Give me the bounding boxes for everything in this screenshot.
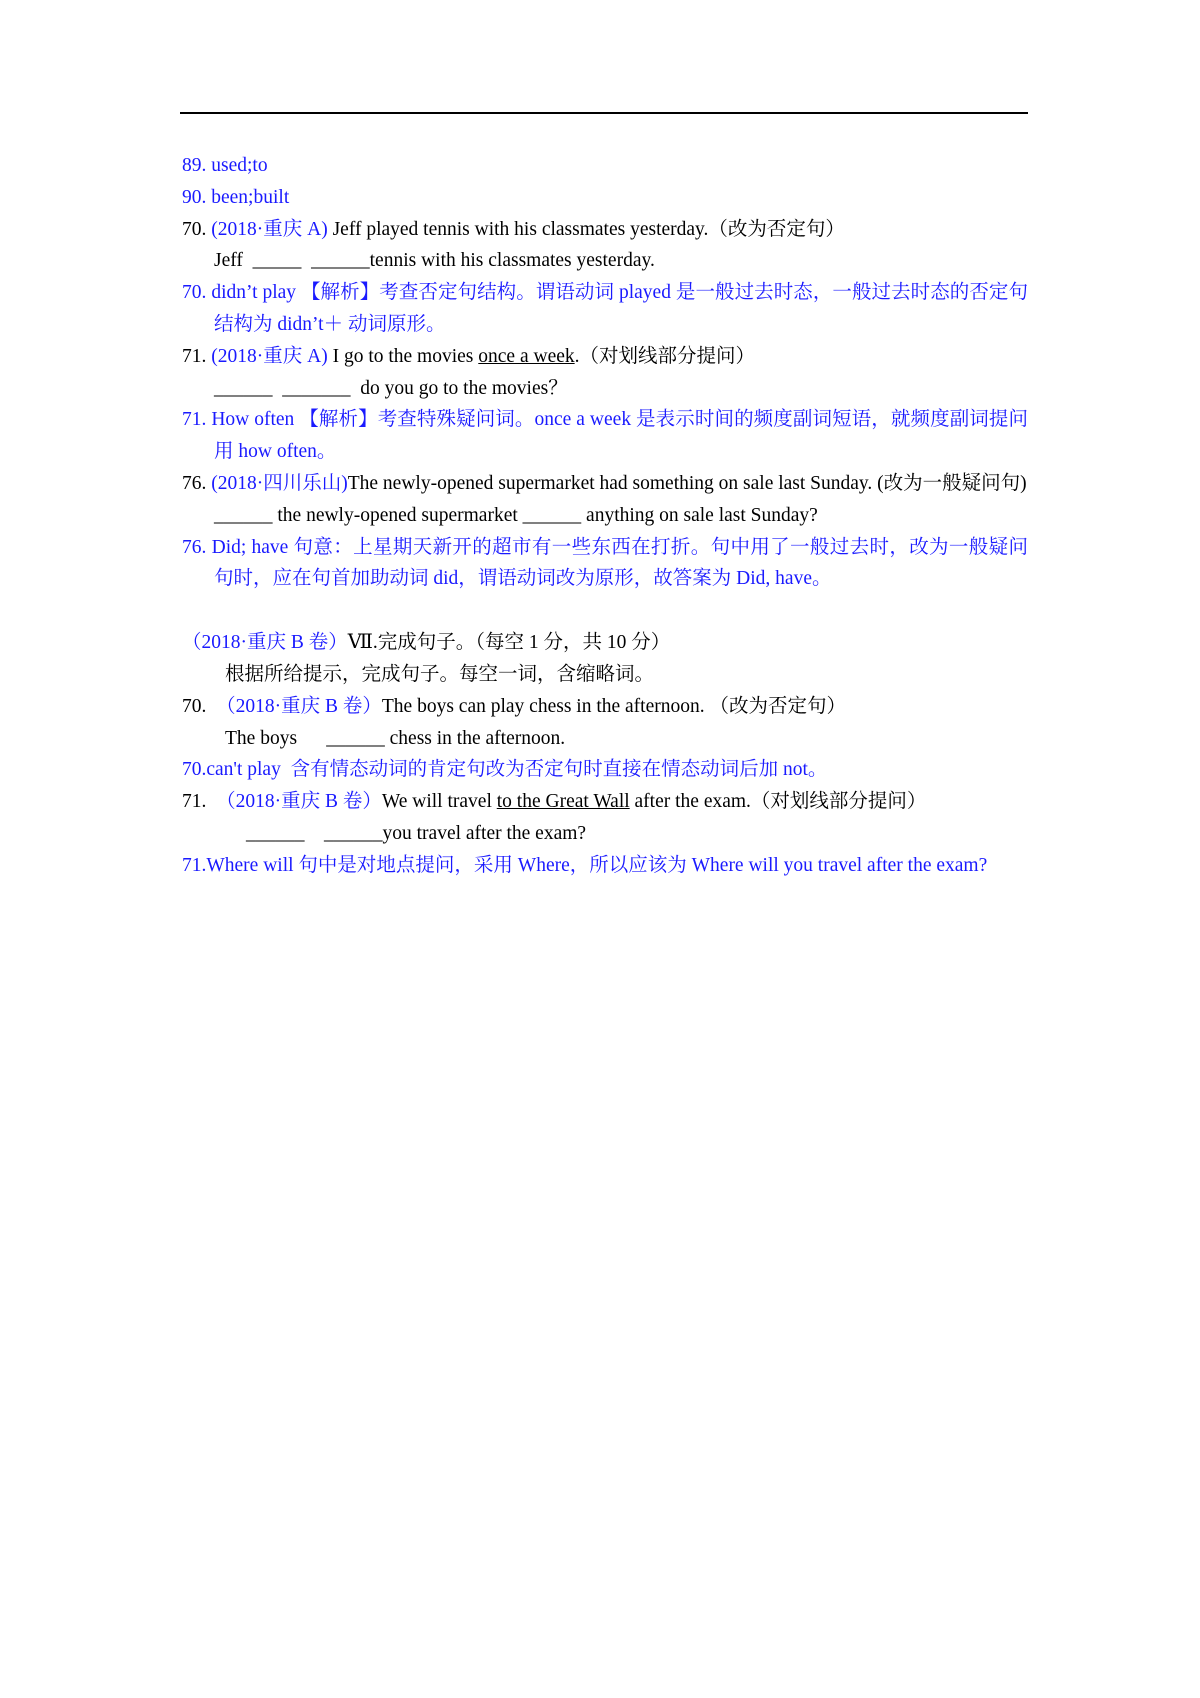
question-71b [182, 786, 1028, 818]
section-instruction: 根据所给提示，完成句子。每空一词，含缩略词。 [225, 663, 655, 685]
spacer [182, 595, 1028, 627]
question-source: （2018·重庆 B 卷） [216, 791, 382, 813]
answer-76: 76. Did; have 句意：上星期天新开的超市有一些东西在打折。句中用了一般过去时，改为一般疑问句时，应在句首加助动词 did，谓语动词改为原形，故答案为 Did, have。 [182, 536, 1028, 590]
question-source: (2018·四川乐山) [211, 472, 348, 494]
question-number: 71. [182, 345, 212, 367]
question-source: (2018·重庆 A) [211, 218, 333, 240]
question-source: （2018·重庆 B 卷） [216, 695, 382, 717]
question-text: We will travel [381, 791, 497, 813]
answer-90: 90. been;built [182, 186, 290, 208]
question-70b [182, 691, 1028, 723]
question-number: 71. [182, 791, 217, 813]
section-source: （2018·重庆 B 卷） [182, 632, 348, 654]
section-title: Ⅶ.完成句子。（每空 1 分，共 10 分） [347, 632, 671, 654]
blank-line-76: ______ the newly-opened supermarket ______ anything on sale last Sunday? [214, 504, 818, 526]
question-text: I go to the movies [332, 345, 479, 367]
question-70a [182, 214, 1028, 246]
section-b-heading [182, 627, 1028, 659]
question-71a [182, 341, 1028, 373]
question-text: Jeff played tennis with his classmates yesterday.（改为否定句） [332, 218, 845, 240]
question-source: (2018·重庆 A) [211, 345, 333, 367]
document-body [182, 150, 1028, 882]
answer-70b: 70.can't play 含有情态动词的肯定句改为否定句时直接在情态动词后加 not。 [182, 759, 828, 781]
header-rule [180, 112, 1028, 114]
question-text: The boys can play chess in the afternoon. （改为否定句） [381, 695, 846, 717]
question-number: 76. [182, 472, 212, 494]
question-76 [182, 468, 1028, 500]
blank-line-70a: Jeff _____ ______tennis with his classmates yesterday. [214, 250, 655, 272]
question-number: 70. [182, 695, 217, 717]
question-text: The newly-opened supermarket had something on sale last Sunday. (改为一般疑问句) [347, 472, 1027, 494]
question-number: 70. [182, 218, 212, 240]
question-instruction: .（对划线部分提问） [574, 345, 756, 367]
blank-line-70b: The boys ______ chess in the afternoon. [225, 727, 566, 749]
underlined-phrase: once a week [478, 345, 575, 367]
answer-71a: 71. How often 【解析】考查特殊疑问词。once a week 是表示时间的频度副词短语，就频度副词提问用 how often。 [182, 409, 1028, 463]
underlined-phrase: to the Great Wall [496, 791, 630, 813]
answer-70a: 70. didn’t play 【解析】考查否定句结构。谓语动词 played 是一般过去时态，一般过去时态的否定句结构为 didn’t＋ 动词原形。 [182, 282, 1028, 335]
blank-line-71b: ______ ______you travel after the exam? [246, 822, 587, 844]
answer-89: 89. used;to [182, 155, 268, 176]
answer-71b: 71.Where will 句中是对地点提问，采用 Where，所以应该为 Where will you travel after the exam? [182, 854, 988, 876]
blank-line-71a: ______ _______ do you go to the movies？ [214, 377, 568, 399]
question-instruction: after the exam.（对划线部分提问） [629, 791, 927, 813]
